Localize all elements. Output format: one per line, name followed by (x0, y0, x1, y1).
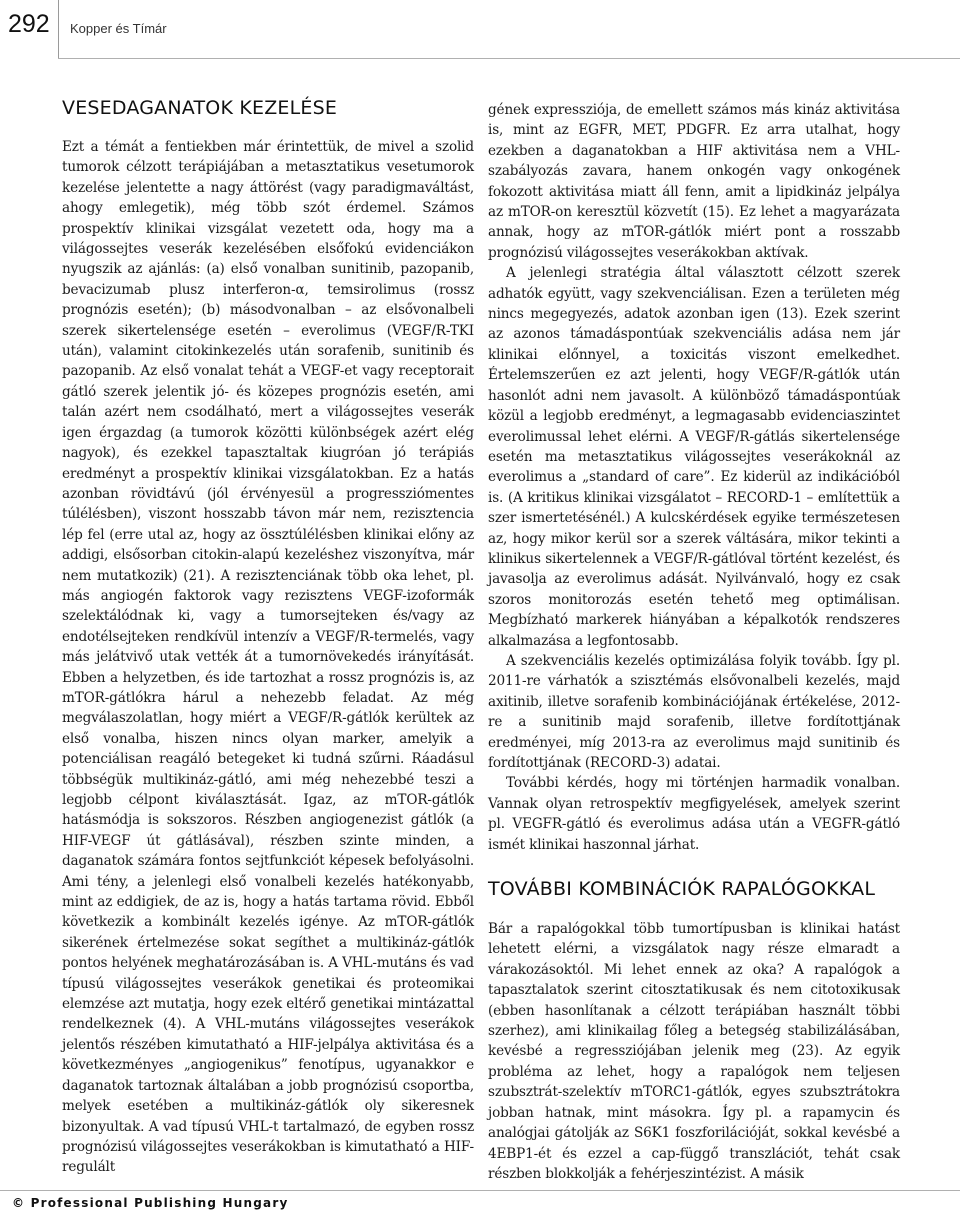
body-paragraph: A szekvenciális kezelés optimizálása folyik tovább. Így pl. 2011-re várhatók a szisztémás elsővonalbeli kezelés, majd axitinib, illetve sorafenib kombinációjának értékelése, 2012-re a sunitinib majd sorafenib, illetve fordítottjának eredményei, míg 2013-ra az everolimus majd sunitinib és fordítottjának (RECORD-3) adatai. (488, 652, 900, 771)
header-horizontal-rule (58, 58, 960, 59)
page-number: 292 (8, 10, 50, 38)
body-paragraph: Ezt a témát a fentiekben már érintettük, de mivel a szolid tumorok célzott terápiájában a metasztatikus vesetumorok kezelése jelentette a nagy áttörést (vagy paradigmaváltást, ahogy emlegetik), még több szót érdemel. Számos prospektív klinikai vizsgálat vezetett oda, hogy ma a világossejtes veserák kezelésében elsőfokú evidenciákon nyugszik az ajánlás: (a) első vonalban sunitinib, pazopanib, bevacizumab plusz interferon-α, temsirolimus (rossz prognózis esetén); (b) másodvonalban – az elsővonalbeli szerek sikertelensége esetén – everolimus (VEGF/R-TKI után), valamint citokinkezelés után sorafenib, sunitinib és pazopanib. Az első vonalat tehát a VEGF-et vagy receptorait gátló szerek jelentik jó- és közepes prognózis esetén, ami talán azért nem csodálható, mert a világossejtes veserák igen érgazdag (a tumorok közötti különbségek azért elég nagyok), és ezekkel tapasztaltak kiugróan jó terápiás eredményt a prospektív klinikai vizsgálatokban. Ez a hatás azonban rövidtávú (jól érvényesül a progressziómentes túlélésben), viszont hosszabb távon már nem, rezisztencia lép fel (erre utal az, hogy az össztúlélésben klinikai előny az addigi, elsősorban citokin-alapú kezeléshez viszonyítva, már nem mutatkozik) (21). A rezisztenciának több oka lehet, pl. más angiogén faktorok vagy rezisztens VEGF-izoformák szelektálódnak ki, vagy a tumorsejteken és/vagy az endotélsejteken rendkívül intenzív a VEGF/R-termelés, vagy más jelátvivő utak vették át a tumornövekedés irányítását. Ebben a helyzetben, és ide tartozhat a rossz prognózis is, az mTOR-gátlókra hárul a nehezebb feladat. Az még megválaszolatlan, hogy miért a VEGF/R-gátlók kerültek az első vonalba, hiszen nincs olyan marker, amelyik a potenciálisan reagáló betegeket ki tudná szűrni. Ráadásul többségük multikináz-gátló, ami még nehezebbé teszi a legjobb célpont kiválasztását. Igaz, az mTOR-gátlók hatásmódja is sokszoros. Részben angiogenezist gátlók (a HIF-VEGF út gátlásával), részben szinte minden, a daganatok számára fontos sejtfunkciót képesek befolyásolni. Ami tény, a jelenlegi első vonalbeli kezelés hatékonyabb, mint az eddigiek, de az is, hogy a hatás tartama rövid. Ebből következik a kombinált kezelés igénye. Az mTOR-gátlók sikerének értelmezése sokat segíthet a multikináz-gátlók pontos helyének meghatározásában is. A VHL-mutáns és vad típusú világossejtes veserákok genetikai és proteomikai elemzése azt mutatja, hogy ezek eltérő genetikai mintázattal rendelkeznek (4). A VHL-mutáns világossejtes veserákok jelentős részében kimutatható a HIF-jelpálya aktivitása és a következményes „angiogenikus” fenotípus, ugyanakkor e daganatok tartoznak általában a jobb prognózisú csoportba, melyek esetében a multikináz-gátlók oly sikeresnek bizonyultak. A vad típusú VHL-t tartalmazó, de egyben rossz prognózisú világossejtes veserákokban is kimutatható a HIF-regulált (62, 139, 474, 1176)
right-column (488, 100, 900, 1184)
header-vertical-rule (58, 0, 59, 58)
running-head: Kopper és Tímár (70, 21, 167, 36)
left-column (62, 96, 474, 1178)
section-heading-vesedaganatok: VESEDAGANATOK KEZELÉSE (62, 97, 338, 119)
footer-rule (0, 1190, 960, 1191)
body-paragraph: gének expressziója, de emellett számos más kináz aktivitása is, mint az EGFR, MET, PDGFR. Ez arra utalhat, hogy ezekben a daganatokban a HIF aktivitása nem a VHL-szabályozás zavara, hanem onkogén vagy onkogének fokozott aktivitása miatt áll fenn, amit a lipidkináz jelpálya az mTOR-on keresztül közvetít (15). Ez lehet a magyarázata annak, hogy az mTOR-gátlók miért pont a rosszabb prognózisú világossejtes veserákokban aktívak. (488, 102, 900, 261)
body-paragraph: Bár a rapalógokkal több tumortípusban is klinikai hatást lehetett elérni, a vizsgálatok nagy része elmaradt a várakozásoktól. Mi lehet ennek az oka? A rapalógok a tapasztalatok szerint citosztatikusak és nem citotoxikusak (ebben hasonlítanak a célzott terápiában használt többi szerhez), ami klinikailag főleg a betegség stabilizálásában, kevésbé a regressziójában jelenik meg (23). Az egyik probléma az lehet, hogy a rapalógok nem teljesen szubsztrát-szelektív mTORC1-gátlók, egyes szubsztrátokra jobban hatnak, mint másokra. Így pl. a rapamycin és analógjai gátolják az S6K1 foszforilációját, sokkal kevésbé a 4EBP1-ét és ezzel a cap-függő transzlációt, tehát csak részben blokkolják a fehérjeszintézist. A másik (488, 921, 900, 1182)
body-paragraph: További kérdés, hogy mi történjen harmadik vonalban. Vannak olyan retrospektív megfigyelések, amelyek szerint pl. VEGFR-gátló és everolimus adása után a VEGFR-gátló ismét klinikai haszonnal járhat. (488, 775, 900, 853)
copyright-text: © Professional Publishing Hungary (12, 1196, 289, 1210)
page-header (0, 0, 960, 62)
section-heading-tovabbi-kombinaciok: TOVÁBBI KOMBINÁCIÓK RAPALÓGOKKAL (488, 878, 876, 901)
body-paragraph: A jelenlegi stratégia által választott célzott szerek adhatók együtt, vagy szekvenciálisan. Ezen a területen még nincs megegyezés, adatok azonban igen (13). Ezek szerint az azonos támadáspontúak szekvenciális adása nem jár klinikai előnnyel, a toxicitás viszont emelkedhet. Értelemszerűen ez azt jelenti, hogy VEGF/R-gátlók után hasonlót adni nem javasolt. A különböző támadáspontúak közül a legjobb eredményt, a legmagasabb evidenciaszintet everolimussal lehet elérni. A VEGF/R-gátlás sikertelensége esetén ma metasztatikus világossejtes veserákoknál az everolimus a „standard of care”. Ez kiderül az indikációból is. (A kritikus klinikai vizsgálatot – RECORD-1 – említettük a szer ismertetésénél.) A kulcskérdések egyike természetesen az, hogy mikor kerül sor a szerek váltására, mikor tekinti a klinikus sikertelennek a VEGF/R-gátlóval történt kezelést, és javasolja az everolimus adását. Nyilvánvaló, hogy ez csak szoros monitorozás esetén tehető meg optimálisan. Megbízható markerek hiányában a képalkotók rendszeres alkalmazása a legfontosabb. (488, 265, 900, 649)
page-footer (0, 1190, 960, 1217)
